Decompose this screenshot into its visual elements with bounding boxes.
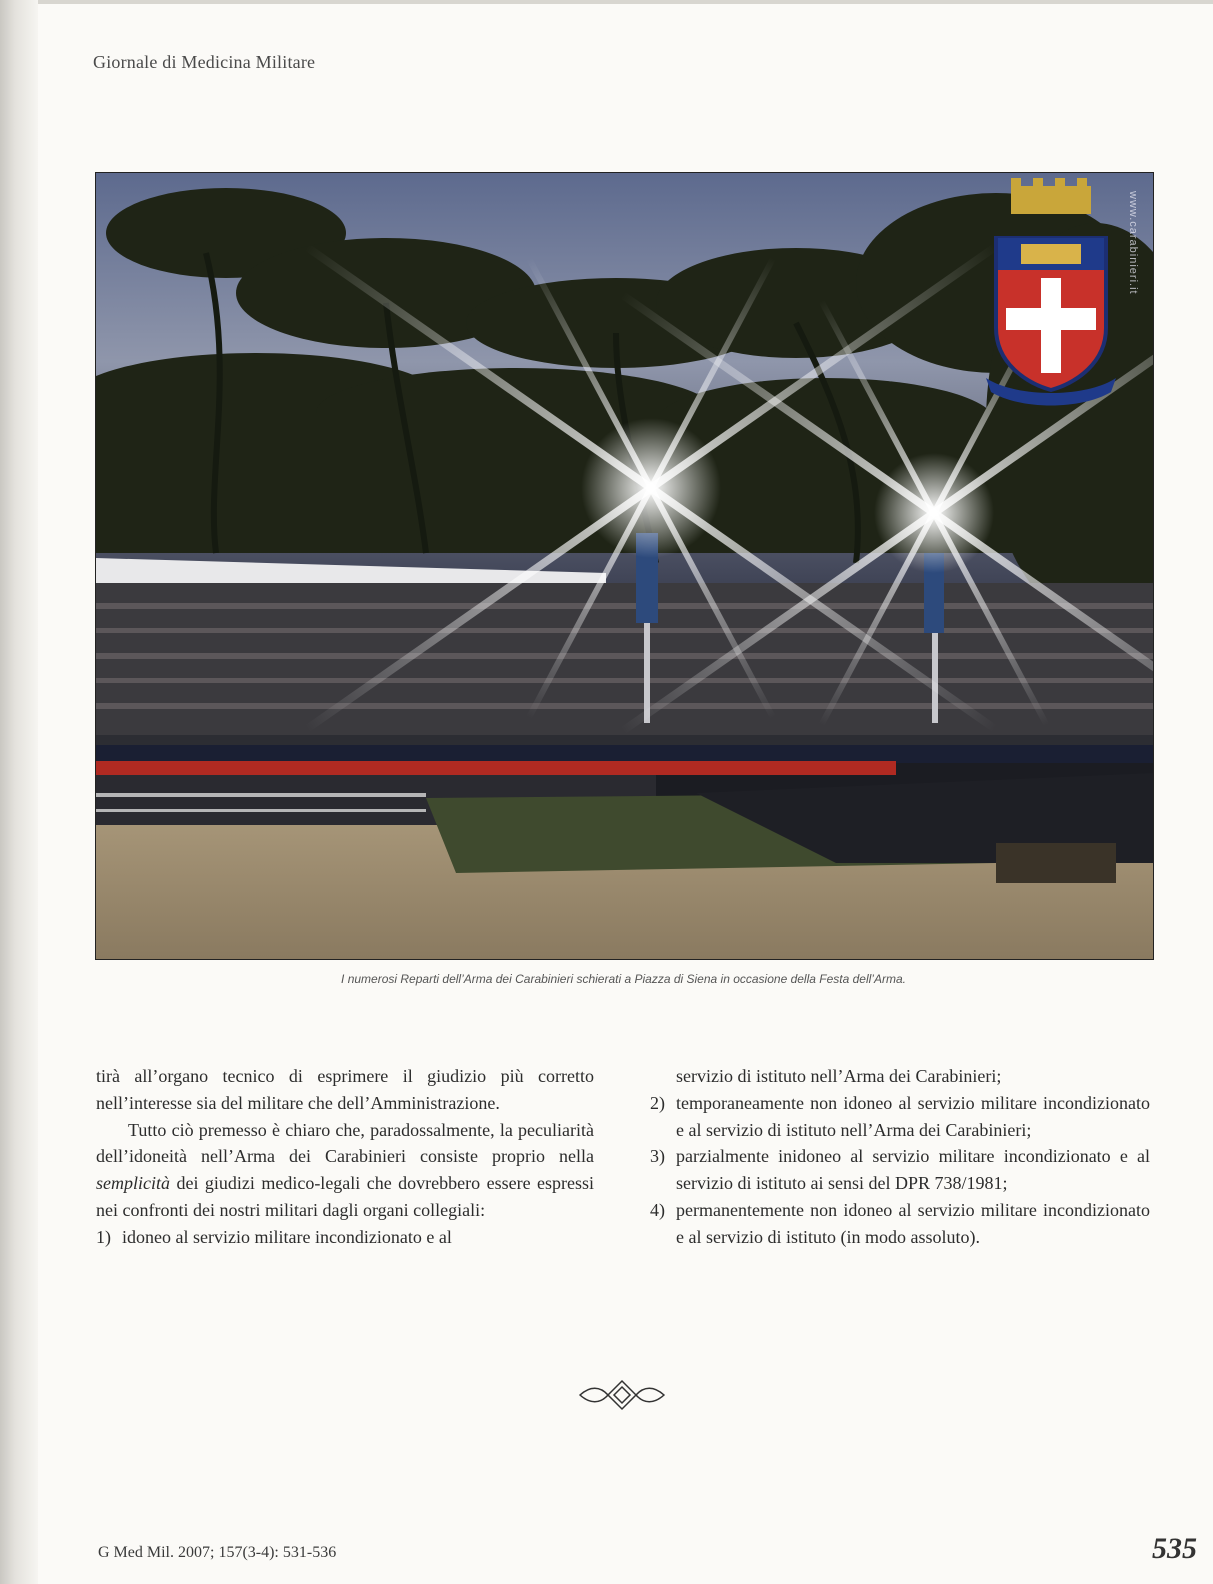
paragraph-text: Tutto ciò premesso è chiaro che, paradossalmente, la peculiarità dell’idoneità nell’Arma dei Carabinieri consiste proprio nella — [96, 1119, 594, 1167]
emphasis-term: semplicità — [96, 1173, 170, 1194]
page-number: 535 — [1152, 1532, 1197, 1565]
list-item — [650, 1090, 1150, 1144]
list-item-continuation: servizio di istituto nell’Arma dei Carabinieri; — [676, 1066, 1002, 1086]
list-text: idoneo al servizio militare incondizionato e al — [122, 1226, 452, 1247]
paragraph — [96, 1117, 594, 1224]
paragraph: tirà all’organo tecnico di esprimere il giudizio più corretto nell’interesse sia del militare che dell’Amministrazione. — [96, 1066, 594, 1113]
text-column-left — [96, 1063, 594, 1251]
list-item — [650, 1197, 1150, 1251]
list-number: 3) — [650, 1146, 665, 1167]
running-head: Giornale di Medicina Militare — [93, 52, 316, 72]
paragraph-text: dei giudizi medico-legali che dovrebbero essere espressi nei confronti dei nostri militari dagli organi collegiali: — [96, 1173, 595, 1220]
list-number: 1) — [96, 1226, 111, 1247]
parade-illustration — [96, 173, 1153, 959]
text-column-right — [650, 1063, 1150, 1251]
page-gutter-shadow — [0, 0, 38, 1584]
figure-caption: I numerosi Reparti dell’Arma dei Carabinieri schierati a Piazza di Siena in occasione della Festa dell’Arma. — [341, 972, 906, 986]
page-top-edge — [0, 0, 1213, 4]
list-number: 4) — [650, 1199, 665, 1220]
section-end-ornament — [578, 1378, 666, 1412]
photo-watermark: www.carabinieri.it — [1127, 191, 1139, 295]
parade-photo — [95, 172, 1154, 960]
journal-citation: G Med Mil. 2007; 157(3-4): 531-536 — [98, 1544, 337, 1561]
list-number: 2) — [650, 1092, 665, 1113]
list-item — [96, 1224, 594, 1251]
list-item — [650, 1143, 1150, 1197]
list-text: parzialmente inidoneo al servizio militare incondizionato e al servizio di istituto ai sensi del DPR 738/1981; — [676, 1146, 1150, 1194]
list-text: temporaneamente non idoneo al servizio militare incondizionato e al servizio di istituto nell’Arma dei Carabinieri; — [676, 1092, 1150, 1140]
list-text: permanentemente non idoneo al servizio militare incondizionato e al servizio di istituto (in modo assoluto). — [676, 1199, 1150, 1247]
